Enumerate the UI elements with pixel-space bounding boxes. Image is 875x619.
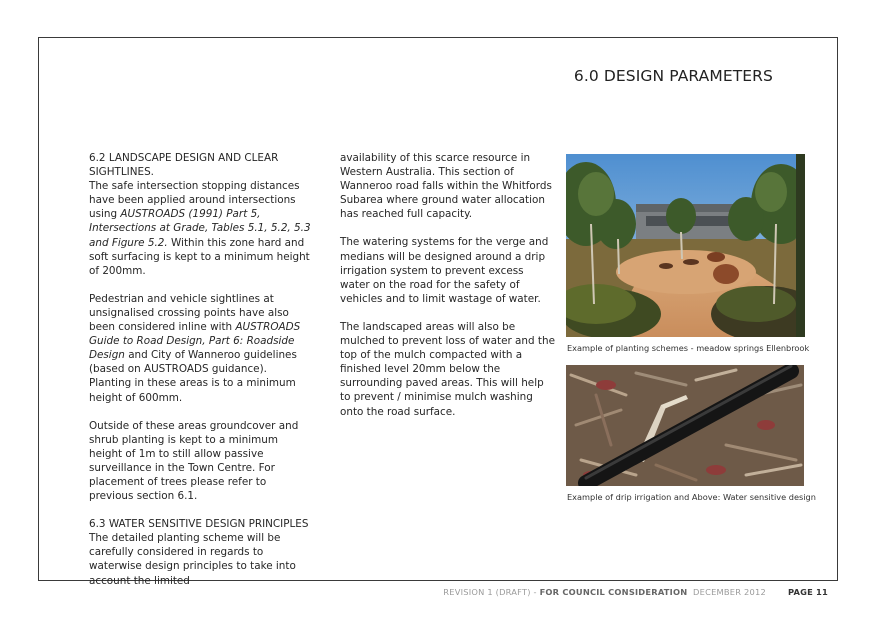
drip-irrigation-photo (566, 365, 804, 486)
paragraph-text: Within this zone hard and soft surfacing is kept to a minimum height of 200mm. (89, 236, 310, 277)
planting-scheme-photo (566, 154, 805, 337)
paragraph-text: The safe intersection stopping distances have been applied around intersections using (89, 180, 300, 221)
paragraph-text: Pedestrian and vehicle sightlines at unsignalised crossing points have also been considered inline with (89, 292, 289, 334)
watering-systems-paragraph: The watering systems for the verge and medians will be designed around a drip irrigation system to prevent excess water on the road for the safety of vehicles and to limit wastage of water. (340, 236, 549, 305)
austroads-guide-reference: AUSTROADS Guide to Road Design, Part 6: Roadside Design (89, 321, 301, 362)
paragraph-text: The detailed planting scheme will be carefully considered in regards to waterwise design principles to take into account the limited (89, 532, 296, 587)
mulch-paragraph: The landscaped areas will also be mulched to prevent loss of water and the top of the mulch compacted with a finished level 20mm below the surrounding paved areas. This will help to prevent / minimise mulch washing onto the road surface. (340, 320, 555, 418)
text-column-middle (340, 151, 556, 419)
water-resource-paragraph: availability of this scarce resource in Western Australia. This section of Wanneroo road falls within the Whitfords Subarea where ground water allocation has reached full capacity. (340, 152, 552, 221)
drip-irrigation-caption: Example of drip irrigation and Above: Water sensitive design (567, 492, 816, 502)
section-6-3-heading: 6.3 WATER SENSITIVE DESIGN PRINCIPLES (89, 518, 309, 531)
paragraph-text: and City of Wanneroo guidelines (based on AUSTROADS guidance). Planting in these areas is to a minimum height of 600mm. (89, 349, 297, 404)
section-6-3 (89, 517, 311, 587)
section-6-2-heading: 6.2 LANDSCAPE DESIGN AND CLEAR SIGHTLINES. (89, 152, 279, 179)
sightlines-paragraph (89, 292, 311, 405)
section-6-2 (89, 151, 311, 278)
revision-label: REVISION 1 (DRAFT) - (443, 587, 540, 597)
status-label: FOR COUNCIL CONSIDERATION (539, 587, 688, 597)
date-label: DECEMBER 2012 (693, 587, 766, 597)
groundcover-paragraph: Outside of these areas groundcover and shrub planting is kept to a minimum height of 1m to still allow passive surveillance in the Town Centre. For placement of trees please refer to previous section 6.1. (89, 419, 299, 503)
text-column-left (89, 151, 311, 588)
page-title: 6.0 DESIGN PARAMETERS (573, 67, 773, 85)
austroads-reference: AUSTROADS (1991) Part 5, Intersections at Grade, Tables 5.1, 5.2, 5.3 and Figure 5.2. (89, 208, 311, 249)
planting-scheme-caption: Example of planting schemes - meadow springs Ellenbrook (567, 343, 810, 353)
page-footer (420, 587, 828, 597)
page-number: PAGE 11 (787, 587, 828, 597)
